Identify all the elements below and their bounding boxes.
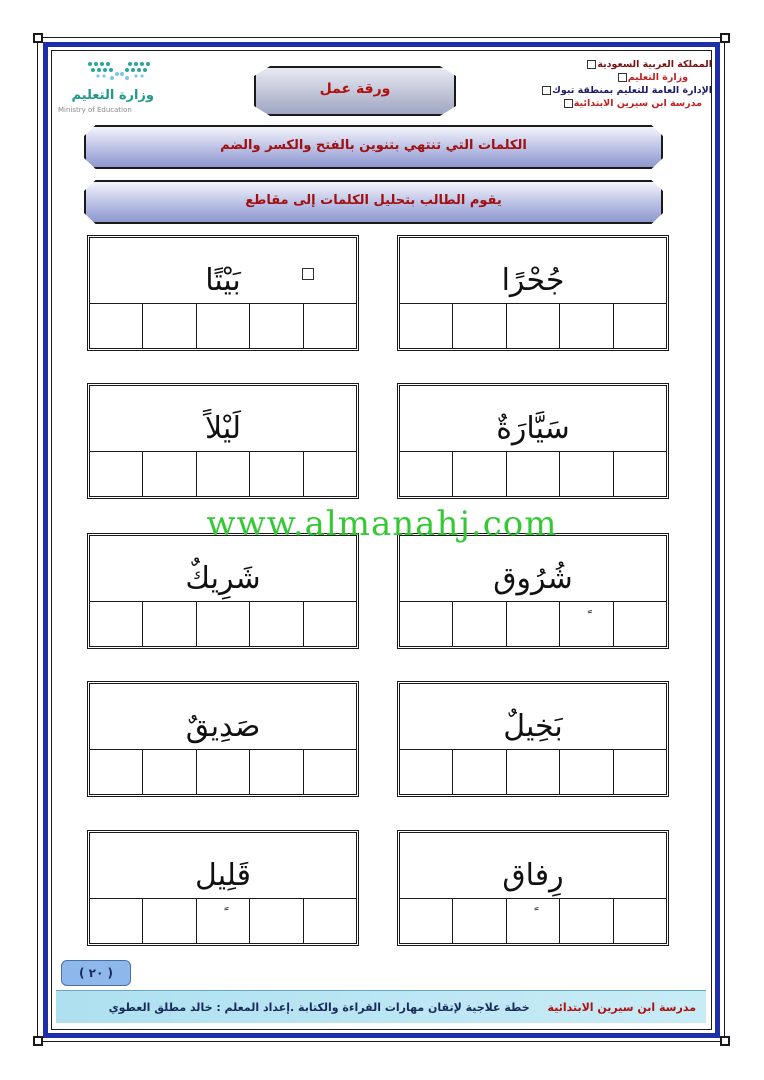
card-word: رِفاق <box>502 858 564 893</box>
word-card <box>397 383 669 499</box>
instruction-text: يقوم الطالب بتحليل الكلمات إلى مقاطع <box>245 193 502 208</box>
syllable-cell[interactable] <box>142 602 195 646</box>
syllable-cell[interactable] <box>613 304 666 348</box>
syllable-cell[interactable] <box>249 899 302 943</box>
syllable-cell[interactable] <box>506 750 559 794</box>
syllable-cell[interactable] <box>249 602 302 646</box>
ministry-logo-icon <box>84 58 154 84</box>
syllable-cell[interactable] <box>400 602 452 646</box>
syllable-cell[interactable] <box>90 602 142 646</box>
syllable-cell[interactable] <box>452 452 505 496</box>
card-word: صَدِيقٌ <box>185 709 261 744</box>
word-card <box>87 235 359 351</box>
footer-school: مدرسة ابن سيرين الابتدائية <box>547 1001 696 1014</box>
syllable-cell[interactable] <box>196 602 249 646</box>
syllable-cell[interactable] <box>400 304 452 348</box>
syllable-cell[interactable] <box>506 452 559 496</box>
syllable-cell[interactable] <box>249 452 302 496</box>
ministry-logo <box>58 58 158 120</box>
page-number: ( ٢٠ ) <box>61 960 131 986</box>
footer-plan: خطة علاجية لإتقان مهارات القراءة والكتابة .إعداد المعلم : خالد مطلق العطوي <box>108 1001 530 1014</box>
syllable-cell[interactable] <box>506 304 559 348</box>
syllable-cell[interactable] <box>613 750 666 794</box>
word-card <box>87 383 359 499</box>
syllable-cell[interactable] <box>196 899 249 943</box>
watermark: www.almanahj.com <box>206 504 558 544</box>
syllable-cell[interactable] <box>196 452 249 496</box>
checkbox-icon <box>542 86 551 95</box>
word-card <box>87 830 359 946</box>
syllable-cells <box>400 601 666 646</box>
topic-text: الكلمات التي تنتهي بتنوين بالفتح والكسر والضم <box>220 138 527 153</box>
worksheet-title: ورقة عمل <box>319 81 391 97</box>
header-line-school: مدرسة ابن سيرين الابتدائية <box>573 98 702 109</box>
syllable-cell[interactable] <box>452 602 505 646</box>
syllable-cells <box>90 898 356 943</box>
word-card <box>87 681 359 797</box>
syllable-cell[interactable] <box>303 899 356 943</box>
card-word: جُحْرًا <box>501 263 565 298</box>
syllable-cells <box>90 601 356 646</box>
syllable-cells <box>90 749 356 794</box>
syllable-cell[interactable] <box>559 750 612 794</box>
word-card <box>397 830 669 946</box>
syllable-cell[interactable] <box>303 750 356 794</box>
syllable-cell[interactable] <box>142 452 195 496</box>
syllable-cell[interactable] <box>559 602 612 646</box>
syllable-cell[interactable] <box>506 602 559 646</box>
frame-corner <box>720 1036 730 1046</box>
word-card <box>397 533 669 649</box>
worksheet-title-plate <box>254 66 456 116</box>
syllable-cells <box>400 749 666 794</box>
card-word: لَيْلاً <box>204 411 242 446</box>
syllable-cell[interactable] <box>452 750 505 794</box>
header-line-country: المملكة العربية السعودية <box>597 59 712 70</box>
header-line-directorate: الإدارة العامة للتعليم بمنطقة تبوك <box>552 85 712 96</box>
syllable-cell[interactable] <box>303 304 356 348</box>
frame-corner <box>720 33 730 43</box>
syllable-cell[interactable] <box>142 899 195 943</box>
topic-banner <box>84 125 663 169</box>
syllable-cells <box>90 451 356 496</box>
card-word: بَيْتًا <box>205 263 241 298</box>
footer-bar <box>56 990 706 1023</box>
syllable-cell[interactable] <box>613 452 666 496</box>
header-ministry-lines <box>512 58 712 110</box>
frame-corner <box>33 33 43 43</box>
syllable-cell[interactable] <box>303 452 356 496</box>
syllable-cell[interactable] <box>90 899 142 943</box>
syllable-cell[interactable] <box>506 899 559 943</box>
ministry-name-en: Ministry of Education <box>58 106 132 114</box>
syllable-cells <box>400 898 666 943</box>
word-card <box>397 235 669 351</box>
ministry-name-ar: وزارة التعليم <box>71 88 154 103</box>
card-word: شَرِيكٌ <box>185 561 261 596</box>
tanween-mark <box>507 895 559 911</box>
syllable-cell[interactable] <box>613 602 666 646</box>
card-word: بَخِيلٌ <box>503 709 563 744</box>
syllable-cell[interactable] <box>142 750 195 794</box>
instruction-banner <box>84 180 663 224</box>
word-card <box>87 533 359 649</box>
checkbox-icon <box>618 73 627 82</box>
card-word: سَيَّارَةٌ <box>496 411 570 446</box>
syllable-cell[interactable] <box>90 750 142 794</box>
checkbox-icon <box>564 99 573 108</box>
syllable-cells <box>90 303 356 348</box>
card-word: شُرُوق <box>493 561 573 596</box>
syllable-cell[interactable] <box>613 899 666 943</box>
syllable-cell[interactable] <box>196 750 249 794</box>
syllable-cell[interactable] <box>400 750 452 794</box>
syllable-cell[interactable] <box>559 304 612 348</box>
syllable-cell[interactable] <box>452 899 505 943</box>
frame-corner <box>33 1036 43 1046</box>
syllable-cell[interactable] <box>249 304 302 348</box>
checkbox-icon <box>587 60 596 69</box>
syllable-cell[interactable] <box>90 452 142 496</box>
card-word: قَلِيل <box>194 858 252 893</box>
syllable-cell[interactable] <box>559 452 612 496</box>
header-line-ministry: وزارة التعليم <box>627 72 688 83</box>
syllable-cell[interactable] <box>400 452 452 496</box>
syllable-cell[interactable] <box>90 304 142 348</box>
syllable-cell[interactable] <box>400 899 452 943</box>
syllable-cells <box>400 451 666 496</box>
tanween-mark <box>197 895 249 911</box>
syllable-cells <box>400 303 666 348</box>
syllable-cell[interactable] <box>142 304 195 348</box>
word-card <box>397 681 669 797</box>
syllable-cell[interactable] <box>249 750 302 794</box>
syllable-cell[interactable] <box>452 304 505 348</box>
syllable-cell[interactable] <box>303 602 356 646</box>
syllable-cell[interactable] <box>196 304 249 348</box>
tanween-mark <box>560 598 612 614</box>
syllable-cell[interactable] <box>559 899 612 943</box>
